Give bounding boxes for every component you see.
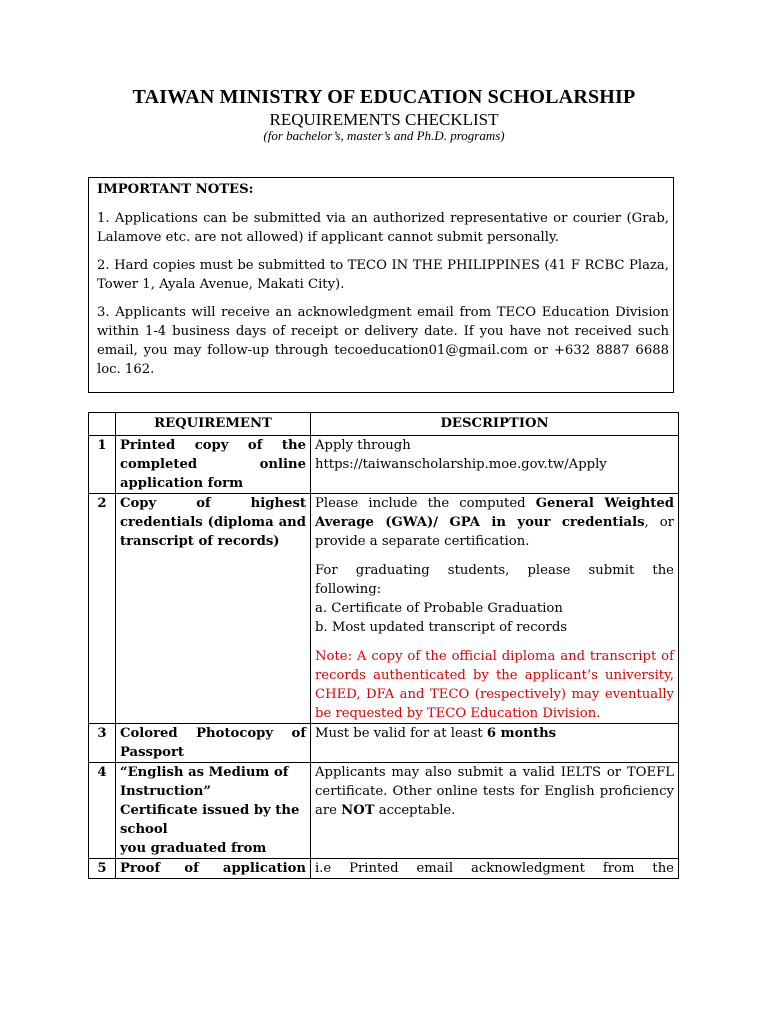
description-text-bold: General Weighted Average (GWA)/ GPA in your credentials (315, 496, 675, 530)
document-title: TAIWAN MINISTRY OF EDUCATION SCHOLARSHIP (132, 86, 636, 108)
requirement-cell: Copy of highest credentials (diploma and transcript of records) (116, 494, 311, 724)
description-text: i.e Printed email acknowledgment from the (315, 861, 674, 876)
row-number: 1 (89, 436, 116, 494)
description-cell (311, 859, 679, 879)
description-text-pre: Must be valid for at least (315, 726, 487, 741)
graduating-students-intro: For graduating students, please submit the following: (315, 563, 674, 597)
description-cell (311, 724, 679, 763)
graduating-item: a. Certificate of Probable Graduation (315, 601, 563, 616)
requirement-column-header: REQUIREMENT (116, 413, 311, 436)
table-row (89, 859, 679, 879)
description-text-pre: Applicants may also submit a valid IELTS or TOEFL certificate. Other online tests for English proficiency are (315, 765, 674, 818)
description-text-post: acceptable. (374, 803, 456, 818)
important-notes-box (88, 177, 674, 393)
description-text: Apply through (315, 438, 411, 453)
graduating-item: b. Most updated transcript of records (315, 620, 568, 635)
note-item: 2. Hard copies must be submitted to TECO IN THE PHILIPPINES (41 F RCBC Plaza, Tower 1, Ayala Avenue, Makati City). (97, 258, 669, 292)
requirement-line: Certificate issued by the school (120, 803, 300, 837)
row-number: 2 (89, 494, 116, 724)
note-item: 3. Applicants will receive an acknowledgment email from TECO Education Division within 1-4 business days of receipt or delivery date. If you have not received such email, you may follow-up through tecoeducation01@gmail.com or +632 8887 6688 loc. 162. (97, 305, 669, 377)
program-scope: (for bachelor’s, master’s and Ph.D. programs) (263, 128, 505, 143)
note-item: 1. Applications can be submitted via an authorized representative or courier (Grab, Lalamove etc. are not allowed) if applicant cannot submit personally. (97, 211, 669, 245)
notes-heading: IMPORTANT NOTES: (97, 182, 254, 197)
document-subtitle: REQUIREMENTS CHECKLIST (269, 110, 499, 129)
requirement-line: “English as Medium of Instruction” (120, 765, 289, 799)
requirement-cell: Printed copy of the completed online application form (116, 436, 311, 494)
table-row (89, 763, 679, 859)
description-cell (311, 494, 679, 724)
description-text-pre: Please include the computed (315, 496, 536, 511)
description-text (315, 494, 674, 551)
application-url: https://taiwanscholarship.moe.gov.tw/Apply (315, 457, 607, 472)
row-number: 5 (89, 859, 116, 879)
requirement-line: you graduated from (120, 841, 267, 856)
requirement-cell (116, 763, 311, 859)
num-column-header (89, 413, 116, 436)
description-column-header: DESCRIPTION (311, 413, 679, 436)
description-text-post: , or provide a separate certification. (315, 515, 674, 549)
row-number: 4 (89, 763, 116, 859)
requirement-cell: Colored Photocopy of Passport (116, 724, 311, 763)
table-row (89, 494, 679, 724)
row-number: 3 (89, 724, 116, 763)
table-row (89, 724, 679, 763)
requirements-table (88, 412, 679, 879)
requirement-text: Proof of application (120, 861, 306, 876)
description-cell (311, 436, 679, 494)
description-text-bold: NOT (341, 803, 375, 818)
table-row (89, 436, 679, 494)
authentication-note: Note: A copy of the official diploma and transcript of records authenticated by the applicant’s university, CHED, DFA and TECO (respectively) may eventually be requested by TECO Education Division. (315, 649, 674, 721)
table-header-row (89, 413, 679, 436)
description-text-bold: 6 months (486, 726, 557, 741)
requirement-cell (116, 859, 311, 879)
description-cell (311, 763, 679, 859)
